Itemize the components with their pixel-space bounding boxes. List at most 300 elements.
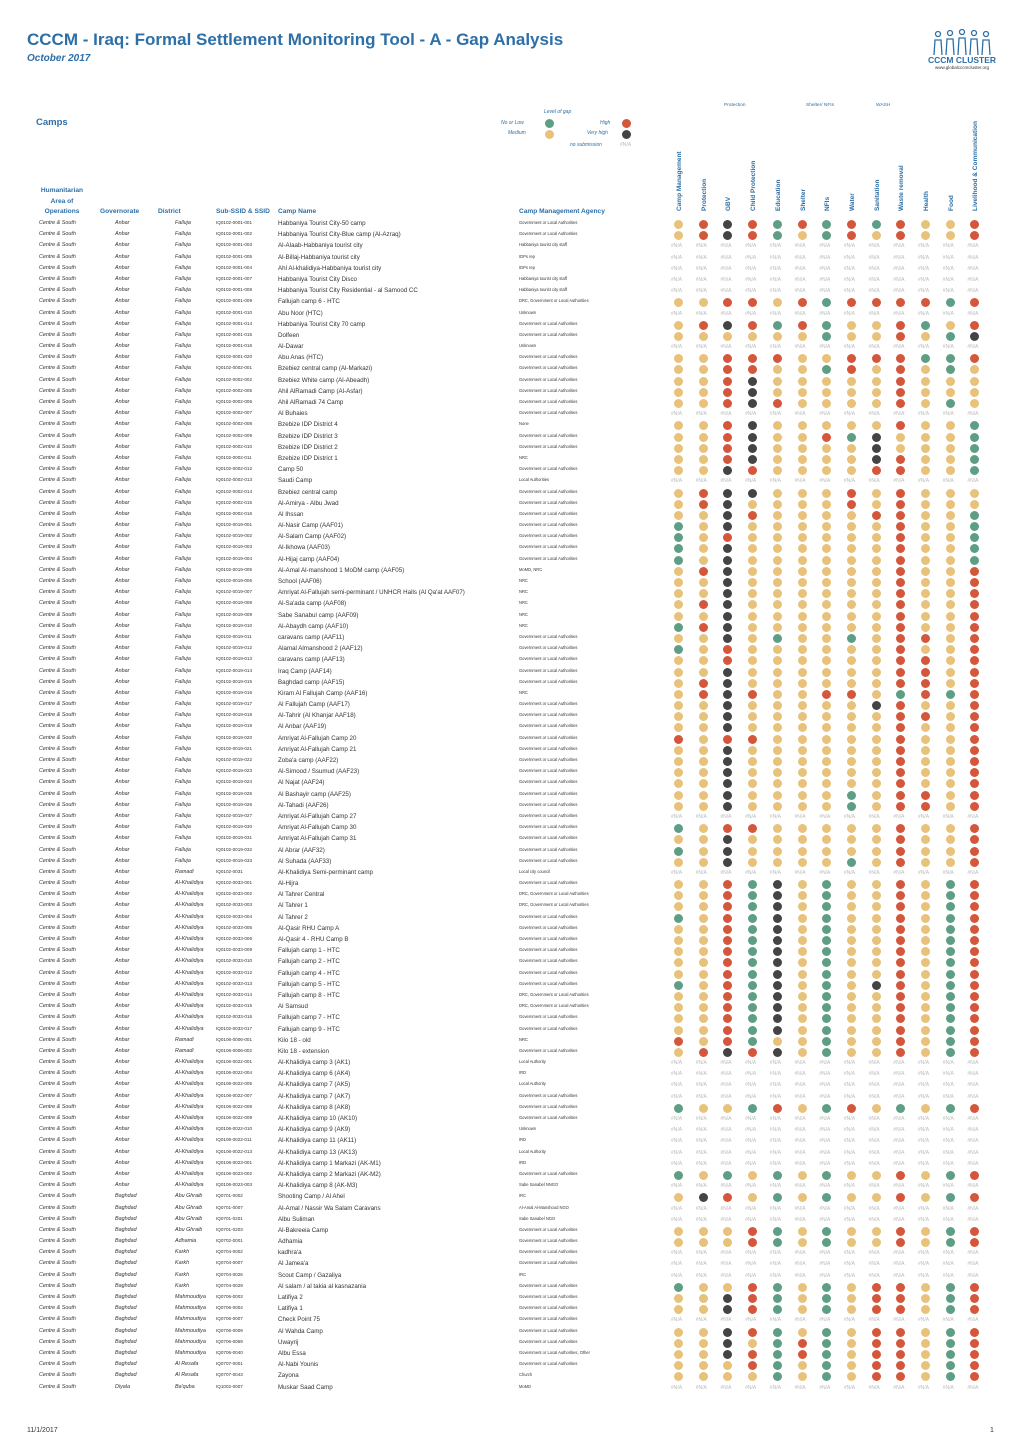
governorate-cell: Anbar	[115, 734, 130, 741]
gap-level-dot	[970, 455, 979, 464]
gap-level-dot	[723, 522, 732, 531]
no-submission-marker: #N/A	[967, 813, 979, 820]
gap-level-dot	[723, 981, 732, 990]
no-submission-marker: #N/A	[720, 1060, 732, 1067]
gap-level-dot	[921, 936, 930, 945]
area-cell: Centre & South	[39, 902, 76, 909]
gap-level-dot	[773, 354, 782, 363]
gap-level-dot	[822, 544, 831, 553]
ssid-cell: IQ0102-0019-004	[216, 555, 253, 561]
no-submission-marker: #N/A	[942, 1384, 954, 1391]
governorate-cell: Anbar	[115, 231, 130, 238]
gap-level-dot	[723, 1193, 732, 1202]
ssid-cell: IQ0102-0002-007	[216, 410, 253, 416]
table-row	[0, 1136, 1024, 1147]
legend-title: Level of gap	[544, 109, 572, 115]
gap-level-dot	[699, 1014, 708, 1023]
gap-level-dot	[699, 1104, 708, 1113]
gap-level-dot	[847, 332, 856, 341]
gap-level-dot	[872, 1283, 881, 1292]
gap-level-dot	[921, 332, 930, 341]
gap-level-dot	[896, 1048, 905, 1057]
gap-level-dot	[847, 1104, 856, 1113]
no-submission-marker: #N/A	[868, 1272, 880, 1279]
gap-level-dot	[674, 388, 683, 397]
gap-level-dot	[748, 891, 757, 900]
governorate-cell: Anbar	[115, 801, 130, 808]
gap-level-dot	[773, 1283, 782, 1292]
no-submission-marker: #N/A	[794, 288, 806, 295]
agency-cell: Government or Local Authorities	[519, 745, 578, 751]
no-submission-marker: #N/A	[843, 1127, 856, 1134]
no-submission-marker: #N/A	[720, 1261, 732, 1268]
gap-level-dot	[847, 1026, 856, 1035]
gap-level-dot	[872, 791, 881, 800]
table-row	[0, 1080, 1024, 1091]
gap-level-dot	[872, 735, 881, 744]
ssid-cell: IQ0701-0203	[216, 1226, 243, 1232]
governorate-cell: Anbar	[115, 1148, 130, 1155]
district-cell: Al-Khalidiya	[175, 1025, 204, 1032]
cccm-logo	[926, 28, 998, 70]
gap-level-dot	[946, 1171, 955, 1180]
gap-level-dot	[822, 522, 831, 531]
table-row	[0, 1125, 1024, 1136]
gap-level-dot	[723, 1014, 732, 1023]
gap-level-dot	[896, 377, 905, 386]
gap-level-dot	[822, 388, 831, 397]
no-submission-marker: #N/A	[868, 288, 880, 295]
no-submission-marker: #N/A	[671, 310, 683, 317]
gap-level-dot	[872, 444, 881, 453]
district-cell: Falluja	[175, 432, 191, 439]
no-submission-marker: #N/A	[843, 411, 856, 418]
district-cell: Falluja	[175, 320, 191, 327]
gap-level-dot	[674, 902, 683, 911]
no-submission-marker: #N/A	[918, 310, 930, 317]
no-submission-marker: #N/A	[819, 1060, 831, 1067]
report-subtitle: October 2017	[27, 53, 91, 64]
governorate-cell: Anbar	[115, 991, 130, 998]
agency-cell: DRC, Government or Local Authorities	[519, 991, 589, 997]
no-submission-marker: #N/A	[918, 813, 930, 820]
governorate-cell: Anbar	[115, 522, 130, 529]
gap-level-dot	[921, 992, 930, 1001]
governorate-cell: Anbar	[115, 701, 130, 708]
gap-level-dot	[798, 399, 807, 408]
table-row	[0, 890, 1024, 901]
area-cell: Centre & South	[39, 779, 76, 786]
gap-level-dot	[674, 1014, 683, 1023]
table-row	[0, 241, 1024, 252]
gap-level-dot	[723, 701, 732, 710]
no-submission-marker: #N/A	[769, 254, 781, 261]
no-submission-marker: #N/A	[819, 1261, 831, 1268]
gap-level-dot	[699, 992, 708, 1001]
table-row	[0, 264, 1024, 275]
gap-level-dot	[847, 500, 856, 509]
gap-level-dot	[773, 433, 782, 442]
gap-level-dot	[699, 399, 708, 408]
no-submission-marker: #N/A	[967, 344, 979, 351]
agency-cell: IRD	[519, 1159, 527, 1165]
agency-cell: Government or Local Authorities	[519, 768, 578, 774]
gap-level-dot	[847, 757, 856, 766]
gap-level-dot	[773, 970, 782, 979]
gap-level-dot	[970, 947, 979, 956]
ssid-cell: IQ0102-0019-010	[216, 622, 253, 628]
table-row	[0, 678, 1024, 689]
camp-name-cell: Al Bashayir camp (AAF25)	[278, 790, 351, 798]
no-submission-marker: #N/A	[769, 1082, 781, 1089]
no-submission-marker: #N/A	[819, 1160, 831, 1167]
governorate-cell: Baghdad	[115, 1204, 137, 1211]
governorate-cell: Baghdad	[115, 1294, 137, 1300]
no-submission-marker: #N/A	[695, 1071, 707, 1078]
gap-level-dot	[946, 220, 955, 229]
area-cell: Centre & South	[39, 689, 76, 696]
gap-level-dot	[970, 757, 979, 766]
header-governorate: Governorate	[100, 208, 140, 215]
gap-level-dot	[970, 1350, 979, 1359]
legend-medium-label: Medium	[508, 130, 526, 136]
gap-level-dot	[896, 522, 905, 531]
gap-level-dot	[822, 880, 831, 889]
agency-cell: Government or Local Authorities	[519, 466, 578, 472]
gap-level-dot	[748, 847, 757, 856]
camp-name-cell: Bzebiez central camp	[278, 488, 338, 496]
gap-level-dot	[946, 1227, 955, 1236]
agency-cell: IDPs rep	[519, 253, 535, 259]
gap-level-dot	[822, 958, 831, 967]
gap-level-dot	[699, 489, 708, 498]
district-cell: Al-Khalidiya	[175, 1081, 204, 1088]
gap-level-dot	[798, 522, 807, 531]
gap-level-dot	[674, 1372, 683, 1381]
gap-level-dot	[946, 914, 955, 923]
table-row	[0, 1148, 1024, 1159]
agency-cell: Church	[519, 1372, 533, 1378]
gap-level-dot	[748, 690, 757, 699]
governorate-cell: Anbar	[115, 1036, 130, 1043]
no-submission-marker: #N/A	[918, 1082, 930, 1089]
gap-level-dot	[896, 589, 905, 598]
gap-level-dot	[773, 947, 782, 956]
gap-level-dot	[847, 388, 856, 397]
no-submission-marker: #N/A	[967, 1127, 979, 1134]
gap-level-dot	[896, 489, 905, 498]
no-submission-marker: #N/A	[720, 1216, 732, 1223]
gap-level-dot	[798, 791, 807, 800]
gap-level-dot	[674, 1037, 683, 1046]
gap-level-dot	[896, 847, 905, 856]
table-row	[0, 409, 1024, 420]
gap-level-dot	[699, 365, 708, 374]
gap-level-dot	[921, 1350, 930, 1359]
gap-level-dot	[723, 835, 732, 844]
gap-level-dot	[723, 1294, 732, 1303]
gap-level-dot	[847, 298, 856, 307]
gap-level-dot	[921, 567, 930, 576]
gap-level-dot	[872, 399, 881, 408]
gap-level-dot	[674, 824, 683, 833]
gap-level-dot	[748, 466, 757, 475]
gap-level-dot	[798, 567, 807, 576]
gap-level-dot	[896, 220, 905, 229]
gap-level-dot	[748, 824, 757, 833]
gap-level-dot	[674, 746, 683, 755]
gap-level-dot	[822, 220, 831, 229]
governorate-cell: Anbar	[115, 365, 130, 372]
gap-level-dot	[872, 757, 881, 766]
camp-name-cell: Habbaniya Tourist City-Blue camp (Al-Azraq)	[278, 231, 401, 239]
governorate-cell: Anbar	[115, 656, 130, 663]
gap-level-dot	[723, 321, 732, 330]
gap-level-dot	[723, 1037, 732, 1046]
gap-level-dot	[896, 600, 905, 609]
camp-name-cell: Fallujah camp 4 - HTC	[278, 969, 340, 977]
gap-level-dot	[699, 433, 708, 442]
no-submission-marker: #N/A	[695, 1384, 707, 1391]
gap-level-dot	[723, 936, 732, 945]
gap-level-dot	[847, 779, 856, 788]
ssid-cell: IQ0106-0023-001	[216, 1159, 253, 1165]
no-submission-marker: #N/A	[720, 288, 732, 295]
gap-level-dot	[748, 399, 757, 408]
gap-level-dot	[748, 1048, 757, 1057]
district-cell: Ramadi	[175, 1047, 194, 1054]
camp-name-cell: Al-Salam Camp (AAF02)	[278, 533, 347, 541]
gap-level-dot	[970, 835, 979, 844]
no-submission-marker: #N/A	[720, 1317, 732, 1324]
gap-level-dot	[822, 1003, 831, 1012]
gap-level-dot	[699, 612, 708, 621]
governorate-cell: Anbar	[115, 723, 130, 730]
gap-level-dot	[946, 656, 955, 665]
camp-name-cell: Fallujah camp 5 - HTC	[278, 980, 340, 988]
no-submission-marker: #N/A	[769, 288, 781, 295]
header-agency: Camp Management Agency	[519, 208, 605, 215]
governorate-cell: Baghdad	[115, 1349, 137, 1356]
area-cell: Centre & South	[39, 633, 76, 640]
no-submission-marker: #N/A	[745, 265, 757, 272]
gap-level-dot	[896, 623, 905, 632]
agency-cell: Government or Local Authorities	[519, 835, 578, 841]
gap-level-dot	[946, 791, 955, 800]
gap-level-dot	[674, 947, 683, 956]
gap-level-dot	[748, 958, 757, 967]
district-cell: Falluja	[175, 387, 191, 394]
gap-level-dot	[847, 690, 856, 699]
district-cell: Falluja	[175, 298, 191, 305]
gap-level-dot	[723, 1372, 732, 1381]
gap-level-dot	[970, 567, 979, 576]
governorate-cell: Baghdad	[115, 1271, 137, 1278]
gap-level-dot	[946, 533, 955, 542]
ssid-cell: IQ0102-0001-015	[216, 331, 253, 337]
governorate-cell: Baghdad	[115, 1282, 137, 1289]
no-submission-marker: #N/A	[695, 243, 707, 250]
gap-level-dot	[674, 1193, 683, 1202]
agency-cell: Government or Local Authorities	[519, 231, 578, 237]
table-row	[0, 901, 1024, 912]
camp-name-cell: Albu Essa	[278, 1349, 306, 1357]
gap-level-dot	[674, 690, 683, 699]
no-submission-marker: #N/A	[695, 1216, 707, 1223]
ssid-cell: IQ0106-0006-002	[216, 1047, 253, 1053]
gap-level-dot	[896, 298, 905, 307]
area-cell: Centre & South	[39, 298, 76, 305]
gap-level-dot	[699, 891, 708, 900]
district-cell: Falluja	[175, 835, 191, 842]
gap-level-dot	[946, 1305, 955, 1314]
area-cell: Centre & South	[39, 790, 76, 797]
governorate-cell: Diyala	[115, 1383, 130, 1390]
gap-level-dot	[822, 735, 831, 744]
area-cell: Centre & South	[39, 1282, 76, 1289]
no-submission-marker: #N/A	[695, 478, 707, 485]
area-cell: Centre & South	[39, 454, 76, 461]
camp-name-cell: Al Anbar (AAF19)	[278, 723, 327, 731]
gap-level-dot	[798, 1372, 807, 1381]
gap-level-dot	[773, 1328, 782, 1337]
gap-level-dot	[847, 354, 856, 363]
gap-level-dot	[822, 723, 831, 732]
no-submission-marker: #N/A	[769, 1160, 781, 1167]
district-cell: Al-Khalidiya	[175, 913, 204, 920]
camp-name-cell: Habbaniya Tourist City-50 camp	[278, 220, 366, 227]
camp-name-cell: Al-Khalidiya camp 3 (AK1)	[278, 1059, 351, 1067]
gap-level-dot	[773, 231, 782, 240]
gap-level-dot	[872, 589, 881, 598]
no-submission-marker: #N/A	[671, 288, 683, 295]
gap-level-dot	[798, 1104, 807, 1113]
camp-name-cell: Kilo 18 - old	[278, 1036, 311, 1044]
no-submission-marker: #N/A	[843, 1250, 856, 1257]
ssid-cell: IQ0102-0033-010	[216, 958, 253, 964]
gap-level-dot	[822, 354, 831, 363]
no-submission-marker: #N/A	[720, 1116, 732, 1122]
gap-level-dot	[946, 802, 955, 811]
gap-level-dot	[872, 768, 881, 777]
gap-level-dot	[748, 779, 757, 788]
district-cell: Falluja	[175, 410, 191, 417]
gap-level-dot	[946, 958, 955, 967]
camp-name-cell: Zoba'a camp (AAF22)	[278, 757, 339, 764]
camp-name-cell: Al Wahda Camp	[278, 1327, 323, 1335]
no-submission-marker: #N/A	[893, 1205, 905, 1212]
table-row	[0, 1248, 1024, 1259]
gap-level-dot	[773, 936, 782, 945]
gap-level-dot	[723, 712, 732, 721]
camp-name-cell: Bzebize IDP District 4	[278, 421, 338, 429]
gap-level-dot	[699, 656, 708, 665]
district-cell: Falluja	[175, 857, 191, 864]
table-row	[0, 1293, 1024, 1304]
gap-level-dot	[674, 533, 683, 542]
no-submission-marker: #N/A	[695, 813, 707, 820]
camp-name-cell: Amriyat Al-Fallujah semi-perminant / UNHCR Halls (Al Qa'at AAF07)	[278, 589, 465, 597]
table-row	[0, 611, 1024, 622]
sector-header-label: Camp Management	[676, 151, 683, 211]
area-cell: Centre & South	[39, 824, 76, 831]
gap-level-dot	[822, 377, 831, 386]
table-row	[0, 275, 1024, 286]
gap-level-dot	[798, 970, 807, 979]
gap-level-dot	[946, 902, 955, 911]
gap-level-dot	[921, 1048, 930, 1057]
gap-level-dot	[699, 768, 708, 777]
gap-level-dot	[798, 1339, 807, 1348]
agency-cell: Government or Local Authorities	[519, 510, 578, 516]
district-cell: Abu Ghraib	[175, 1193, 203, 1200]
agency-cell: Government or Local Authorities	[519, 499, 578, 505]
table-row	[0, 476, 1024, 487]
sector-header	[674, 120, 684, 218]
table-row	[0, 868, 1024, 879]
district-cell: Falluja	[175, 600, 191, 607]
gap-level-dot	[748, 421, 757, 430]
gap-level-dot	[699, 332, 708, 341]
area-cell: Centre & South	[39, 1327, 76, 1334]
gap-level-dot	[970, 768, 979, 777]
gap-level-dot	[773, 1014, 782, 1023]
gap-level-dot	[847, 544, 856, 553]
governorate-cell: Anbar	[115, 421, 130, 428]
district-cell: Mahmoudiya	[175, 1294, 206, 1300]
no-submission-marker: #N/A	[918, 276, 930, 283]
no-submission-marker: #N/A	[794, 1250, 806, 1257]
gap-level-dot	[748, 455, 757, 464]
gap-level-dot	[822, 668, 831, 677]
ssid-cell: IQ0706-0004	[216, 1305, 243, 1311]
agency-cell: Local city council	[519, 868, 550, 874]
gap-level-dot	[896, 388, 905, 397]
gap-level-dot	[921, 354, 930, 363]
ssid-cell: IQ0106-0022-005	[216, 1081, 253, 1087]
governorate-cell: Anbar	[115, 667, 130, 674]
gap-level-dot	[723, 354, 732, 363]
no-submission-marker: #N/A	[942, 254, 954, 261]
governorate-cell: Anbar	[115, 354, 130, 361]
gap-level-dot	[674, 298, 683, 307]
district-cell: Falluja	[175, 734, 191, 741]
no-submission-marker: #N/A	[918, 869, 930, 876]
no-submission-marker: #N/A	[819, 243, 831, 250]
gap-level-dot	[699, 779, 708, 788]
no-submission-marker: #N/A	[720, 1160, 732, 1167]
area-cell: Centre & South	[39, 466, 76, 473]
no-submission-marker: #N/A	[893, 1138, 905, 1145]
legend-very-high-swatch	[622, 130, 631, 139]
gap-level-dot	[896, 902, 905, 911]
gap-level-dot	[674, 433, 683, 442]
ssid-cell: IQ0102-0001-008	[216, 287, 253, 293]
header-camp-name: Camp Name	[278, 208, 317, 215]
gap-level-dot	[699, 735, 708, 744]
gap-level-dot	[921, 1171, 930, 1180]
area-cell: Centre & South	[39, 331, 76, 338]
gap-level-dot	[872, 981, 881, 990]
no-submission-marker: #N/A	[671, 1138, 683, 1145]
gap-level-dot	[847, 981, 856, 990]
gap-level-dot	[798, 544, 807, 553]
no-submission-marker: #N/A	[794, 1138, 806, 1145]
gap-level-dot	[748, 723, 757, 732]
ssid-cell: IQ0706-0003	[216, 1294, 243, 1299]
gap-level-dot	[699, 511, 708, 520]
gap-level-dot	[798, 612, 807, 621]
